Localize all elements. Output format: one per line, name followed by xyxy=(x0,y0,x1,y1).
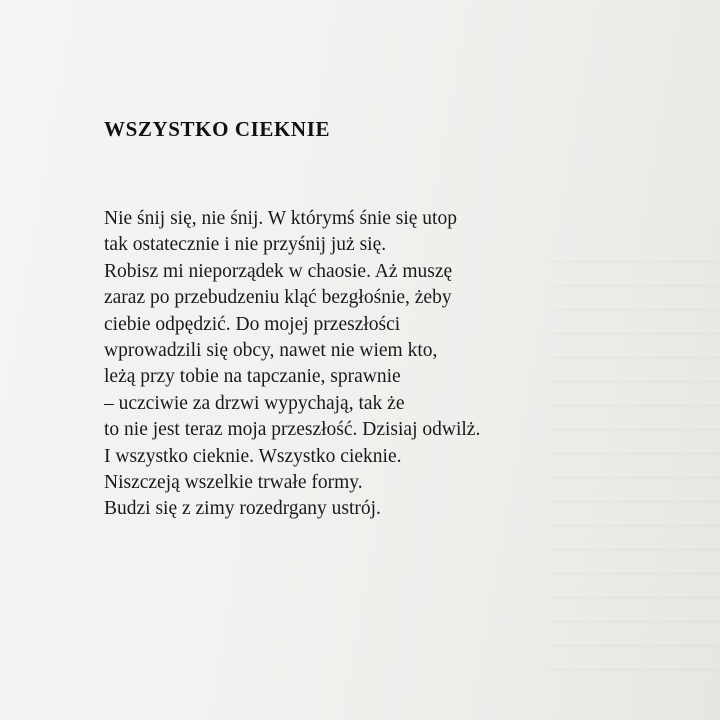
poem-line: Budzi się z zimy rozedrgany ustrój. xyxy=(104,498,381,520)
bleed-through-texture xyxy=(550,240,720,680)
poem-line: wprowadzili się obcy, nawet nie wiem kto, xyxy=(104,340,438,362)
poem-line: – uczciwie za drzwi wypychają, tak że xyxy=(104,392,405,414)
poem-line: to nie jest teraz moja przeszłość. Dzisiaj odwilż. xyxy=(104,419,481,441)
poem-line: Robisz mi nieporządek w chaosie. Aż muszę xyxy=(104,260,453,282)
poem-line: Niszczeją wszelkie trwałe formy. xyxy=(104,472,363,494)
poem-line: leżą przy tobie na tapczanie, sprawnie xyxy=(104,366,401,388)
poem-line: zaraz po przebudzeniu kląć bezgłośnie, żeby xyxy=(104,287,452,309)
poem-line: I wszystko cieknie. Wszystko cieknie. xyxy=(104,445,402,467)
poem-line: tak ostatecznie i nie przyśnij już się. xyxy=(104,234,387,256)
poem-line: ciebie odpędzić. Do mojej przeszłości xyxy=(104,313,401,335)
poem-line: Nie śnij się, nie śnij. W którymś śnie się utop xyxy=(104,208,457,229)
poem-title: WSZYSTKO CIEKNIE xyxy=(104,117,331,141)
poem-body xyxy=(104,206,480,523)
